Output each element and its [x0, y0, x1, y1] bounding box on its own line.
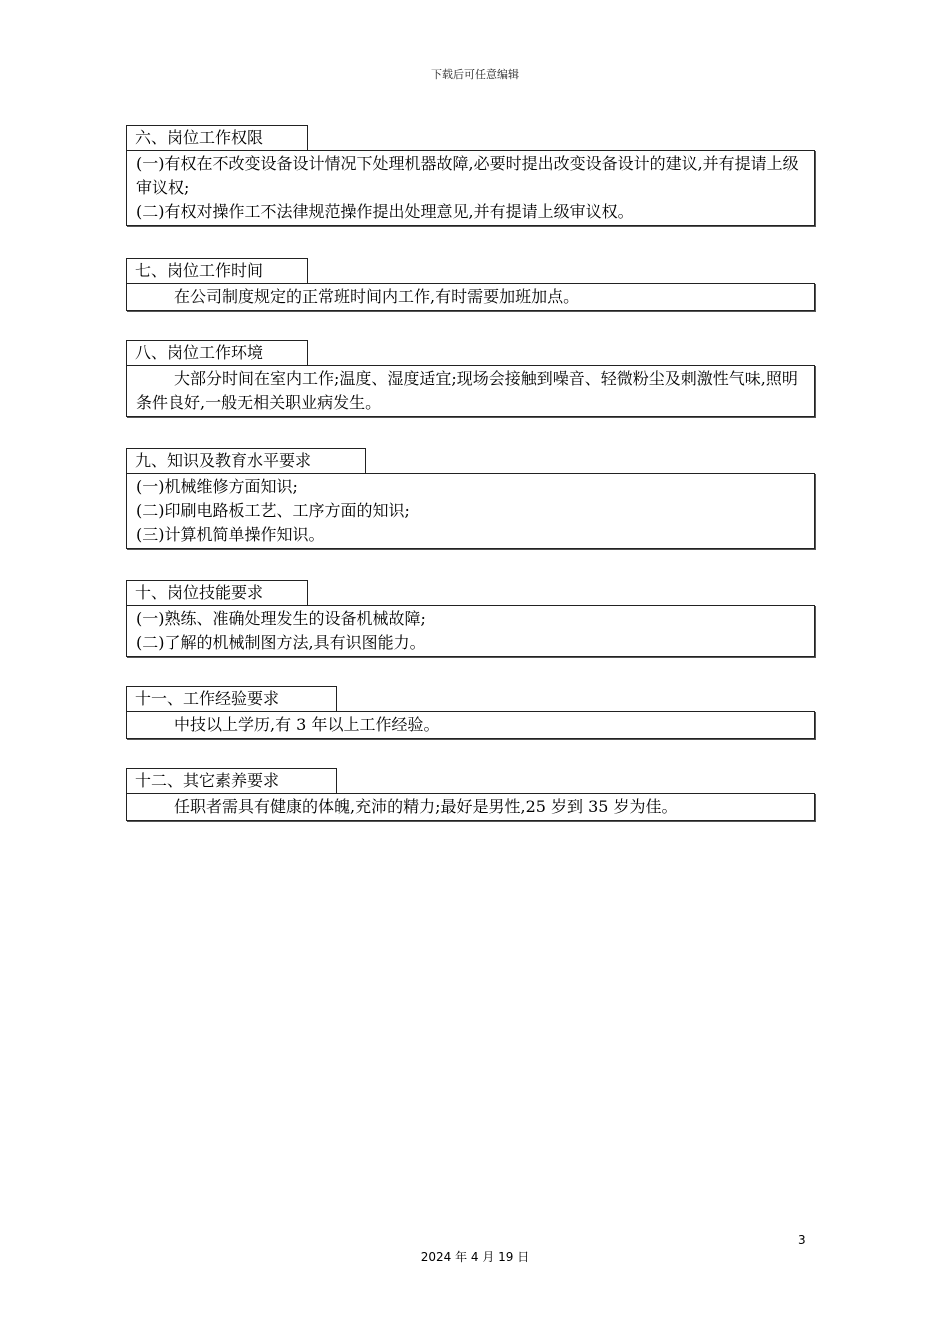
section-title: 八、岗位工作环境 [126, 340, 308, 365]
section-title: 九、知识及教育水平要求 [126, 448, 366, 473]
section-body [126, 793, 815, 821]
page-number: 3 [798, 1233, 806, 1247]
body-line: 任职者需具有健康的体魄,充沛的精力;最好是男性,25 岁到 35 岁为佳。 [174, 797, 678, 816]
section-other-qualities [126, 768, 815, 821]
body-line: (二)印刷电路板工艺、工序方面的知识; [136, 501, 410, 520]
body-line: (一)机械维修方面知识; [136, 477, 298, 496]
section-work-experience [126, 686, 815, 739]
section-title: 七、岗位工作时间 [126, 258, 308, 283]
body-line: (二)了解的机械制图方法,具有识图能力。 [136, 633, 426, 652]
body-line: (一)有权在不改变设备设计情况下处理机器故障,必要时提出改变设备设计的建议,并有提请上级审议权; [136, 154, 799, 197]
body-line: (一)熟练、准确处理发生的设备机械故障; [136, 609, 426, 628]
section-body [126, 150, 815, 226]
body-line: (二)有权对操作工不法律规范操作提出处理意见,并有提请上级审议权。 [136, 202, 634, 221]
body-line: 中技以上学历,有 3 年以上工作经验。 [174, 715, 440, 734]
section-job-hours [126, 258, 815, 311]
body-line: (三)计算机简单操作知识。 [136, 525, 325, 544]
section-title: 十二、其它素养要求 [126, 768, 337, 793]
section-title: 六、岗位工作权限 [126, 125, 308, 150]
section-title: 十一、工作经验要求 [126, 686, 337, 711]
section-body [126, 365, 815, 417]
section-body [126, 711, 815, 739]
body-line: 大部分时间在室内工作;温度、湿度适宜;现场会接触到噪音、轻微粉尘及刺激性气味,照明条件良好,一般无相关职业病发生。 [136, 369, 798, 412]
section-knowledge-education [126, 448, 815, 549]
section-job-authority [126, 125, 815, 226]
section-title: 十、岗位技能要求 [126, 580, 308, 605]
header-note: 下载后可任意编辑 [431, 68, 519, 81]
section-skill-requirements [126, 580, 815, 657]
section-body [126, 605, 815, 657]
section-body [126, 473, 815, 549]
section-body [126, 283, 815, 311]
section-job-environment [126, 340, 815, 417]
body-line: 在公司制度规定的正常班时间内工作,有时需要加班加点。 [174, 287, 580, 306]
date-footer: 2024 年 4 月 19 日 [420, 1250, 530, 1264]
